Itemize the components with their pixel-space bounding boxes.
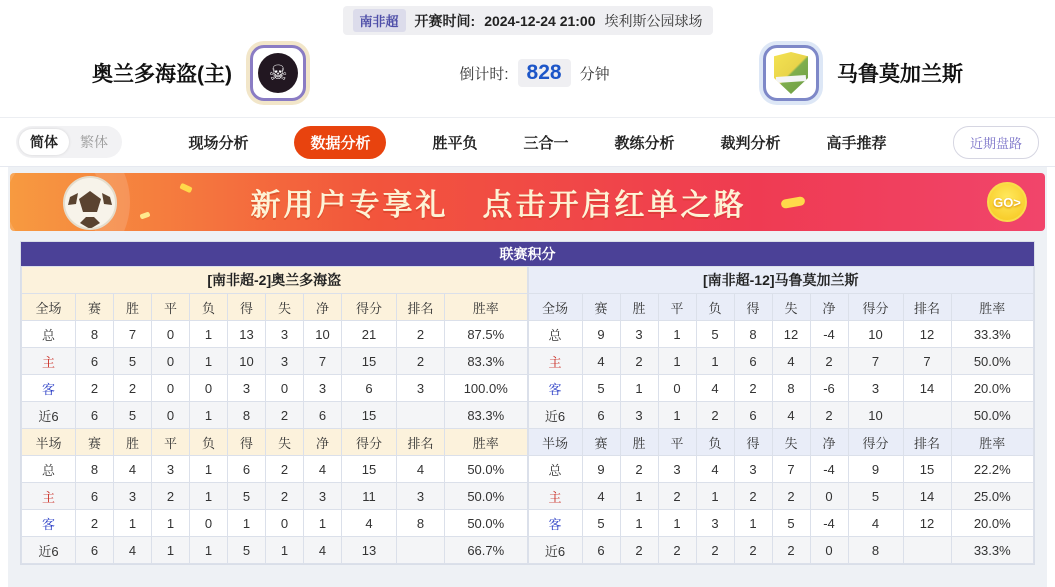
table-cell: 7 bbox=[903, 348, 951, 375]
table-cell: 2 bbox=[152, 483, 190, 510]
table-cell: 2 bbox=[620, 537, 658, 564]
table-cell: 负 bbox=[190, 294, 228, 321]
table-cell: 3 bbox=[620, 402, 658, 429]
table-cell bbox=[397, 402, 445, 429]
table-cell: 2 bbox=[114, 375, 152, 402]
table-cell: 5 bbox=[228, 537, 266, 564]
row-label-cell: 主 bbox=[22, 483, 76, 510]
table-cell: 0 bbox=[152, 375, 190, 402]
table-cell: 2 bbox=[658, 537, 696, 564]
table-cell: 5 bbox=[696, 321, 734, 348]
league-points-body bbox=[21, 266, 1034, 564]
table-cell: 13 bbox=[228, 321, 266, 348]
table-cell: 21 bbox=[342, 321, 397, 348]
match-info-pill bbox=[343, 6, 713, 35]
table-cell: 14 bbox=[903, 375, 951, 402]
table-cell: 负 bbox=[190, 429, 228, 456]
table-cell: 4 bbox=[304, 456, 342, 483]
table-row bbox=[22, 348, 528, 375]
table-cell: 7 bbox=[848, 348, 903, 375]
away-team-logo bbox=[763, 45, 819, 101]
away-team-name: 马鲁莫加兰斯 bbox=[836, 63, 963, 86]
table-cell: 6 bbox=[734, 348, 772, 375]
table-cell: 3 bbox=[228, 375, 266, 402]
team-title-row bbox=[22, 267, 528, 294]
table-cell: 5 bbox=[848, 483, 903, 510]
table-row bbox=[528, 402, 1034, 429]
table-cell: 83.3% bbox=[445, 402, 528, 429]
row-label-cell: 近6 bbox=[22, 537, 76, 564]
table-cell: 3 bbox=[397, 375, 445, 402]
table-cell: 净 bbox=[810, 294, 848, 321]
away-team-group bbox=[763, 45, 963, 101]
row-label-cell: 全场 bbox=[22, 294, 76, 321]
table-cell: 0 bbox=[266, 375, 304, 402]
banner-text bbox=[251, 180, 805, 224]
table-cell: 净 bbox=[304, 429, 342, 456]
table-cell: 负 bbox=[696, 294, 734, 321]
table-cell: 7 bbox=[772, 456, 810, 483]
table-cell: 3 bbox=[734, 456, 772, 483]
table-cell: 2 bbox=[620, 456, 658, 483]
table-cell: 5 bbox=[772, 510, 810, 537]
table-cell: 15 bbox=[342, 348, 397, 375]
table-cell: 6 bbox=[228, 456, 266, 483]
row-label-cell: 客 bbox=[22, 375, 76, 402]
table-cell: 4 bbox=[696, 456, 734, 483]
table-cell: 4 bbox=[772, 348, 810, 375]
table-cell bbox=[903, 537, 951, 564]
table-cell: 6 bbox=[582, 402, 620, 429]
table-row bbox=[528, 375, 1034, 402]
table-cell: 3 bbox=[304, 483, 342, 510]
table-cell: 1 bbox=[190, 537, 228, 564]
table-cell: 0 bbox=[152, 402, 190, 429]
table-cell: 1 bbox=[620, 510, 658, 537]
table-cell: 1 bbox=[152, 510, 190, 537]
team-title-row bbox=[528, 267, 1034, 294]
table-cell: 1 bbox=[152, 537, 190, 564]
table-cell: 2 bbox=[734, 537, 772, 564]
table-cell: 1 bbox=[620, 375, 658, 402]
table-cell: 2 bbox=[734, 375, 772, 402]
table-cell: 4 bbox=[114, 456, 152, 483]
table-cell: 8 bbox=[848, 537, 903, 564]
table-cell: -4 bbox=[810, 321, 848, 348]
team-title-cell: [南非超-2]奥兰多海盗 bbox=[22, 267, 528, 294]
table-cell: 7 bbox=[304, 348, 342, 375]
table-cell: 25.0% bbox=[951, 483, 1034, 510]
venue-name: 埃利斯公园球场 bbox=[604, 12, 703, 29]
table-cell: 胜率 bbox=[445, 294, 528, 321]
table-cell: 胜 bbox=[114, 429, 152, 456]
banner-text-2: 点击开启红单之路 bbox=[482, 189, 747, 222]
table-cell: 3 bbox=[152, 456, 190, 483]
table-cell: 50.0% bbox=[445, 483, 528, 510]
table-cell: 赛 bbox=[76, 294, 114, 321]
home-stats-table bbox=[21, 266, 528, 564]
table-cell: 13 bbox=[342, 537, 397, 564]
table-cell: 3 bbox=[304, 375, 342, 402]
table-cell: 4 bbox=[696, 375, 734, 402]
table-cell: 净 bbox=[810, 429, 848, 456]
table-cell: 5 bbox=[582, 510, 620, 537]
match-header bbox=[0, 0, 1055, 118]
row-label-cell: 主 bbox=[528, 348, 582, 375]
row-label-cell: 客 bbox=[528, 375, 582, 402]
table-cell: 5 bbox=[582, 375, 620, 402]
table-cell: 0 bbox=[810, 537, 848, 564]
language-toggle[interactable] bbox=[16, 126, 122, 158]
tab-胜平负[interactable]: 胜平负 bbox=[432, 134, 478, 152]
league-badge[interactable]: 南非超 bbox=[353, 9, 406, 32]
table-row bbox=[22, 510, 528, 537]
table-cell: 2 bbox=[266, 483, 304, 510]
row-label-cell: 近6 bbox=[528, 537, 582, 564]
table-cell: 6 bbox=[582, 537, 620, 564]
table-cell: 3 bbox=[658, 456, 696, 483]
table-cell: 50.0% bbox=[445, 510, 528, 537]
row-label-cell: 全场 bbox=[528, 294, 582, 321]
table-cell: 15 bbox=[342, 456, 397, 483]
table-cell: 2 bbox=[810, 402, 848, 429]
table-cell: 3 bbox=[266, 348, 304, 375]
table-cell: 排名 bbox=[397, 294, 445, 321]
table-cell: 1 bbox=[228, 510, 266, 537]
table-cell: 1 bbox=[658, 348, 696, 375]
league-points-title: 联赛积分 bbox=[21, 242, 1034, 266]
table-cell: 排名 bbox=[903, 429, 951, 456]
nav-tabs bbox=[122, 126, 953, 159]
tab-高手推荐[interactable]: 高手推荐 bbox=[826, 134, 887, 152]
table-cell: 1 bbox=[658, 510, 696, 537]
table-cell: 2 bbox=[734, 483, 772, 510]
table-cell: 87.5% bbox=[445, 321, 528, 348]
table-cell: 得分 bbox=[848, 429, 903, 456]
table-cell: 6 bbox=[304, 402, 342, 429]
table-cell: 胜 bbox=[620, 294, 658, 321]
table-cell: 12 bbox=[903, 510, 951, 537]
table-cell: 1 bbox=[658, 402, 696, 429]
table-cell: 得 bbox=[734, 429, 772, 456]
table-cell: 得分 bbox=[848, 294, 903, 321]
table-cell: 胜 bbox=[620, 429, 658, 456]
table-cell: 2 bbox=[810, 348, 848, 375]
table-cell: 0 bbox=[658, 375, 696, 402]
table-row bbox=[22, 483, 528, 510]
promo-banner[interactable] bbox=[10, 173, 1045, 231]
table-cell: 8 bbox=[397, 510, 445, 537]
table-cell: 2 bbox=[658, 483, 696, 510]
table-cell: 3 bbox=[848, 375, 903, 402]
table-cell: 8 bbox=[228, 402, 266, 429]
table-cell: 2 bbox=[266, 402, 304, 429]
row-label-cell: 总 bbox=[22, 456, 76, 483]
go-button[interactable]: GO> bbox=[987, 182, 1027, 222]
table-cell: 1 bbox=[190, 402, 228, 429]
table-cell: 12 bbox=[772, 321, 810, 348]
table-cell: 失 bbox=[266, 429, 304, 456]
table-cell: 5 bbox=[114, 348, 152, 375]
row-label-cell: 主 bbox=[22, 348, 76, 375]
table-cell: 4 bbox=[397, 456, 445, 483]
table-row bbox=[22, 456, 528, 483]
table-cell: 6 bbox=[342, 375, 397, 402]
home-team-name: 奥兰多海盗(主) bbox=[92, 63, 232, 86]
half-header-row bbox=[528, 429, 1034, 456]
table-cell: 净 bbox=[304, 294, 342, 321]
confetti-decoration bbox=[139, 211, 150, 219]
table-cell: 9 bbox=[582, 456, 620, 483]
table-cell: 6 bbox=[76, 402, 114, 429]
row-label-cell: 主 bbox=[528, 483, 582, 510]
table-cell: 得 bbox=[228, 294, 266, 321]
table-cell: 胜率 bbox=[445, 429, 528, 456]
confetti-decoration bbox=[179, 183, 192, 194]
table-cell: 2 bbox=[696, 402, 734, 429]
table-row bbox=[528, 456, 1034, 483]
table-cell: 8 bbox=[76, 456, 114, 483]
table-cell: 负 bbox=[696, 429, 734, 456]
soccer-ball-icon bbox=[62, 175, 118, 231]
countdown-unit: 分钟 bbox=[579, 65, 610, 83]
table-cell: 0 bbox=[190, 510, 228, 537]
tab-裁判分析[interactable]: 裁判分析 bbox=[720, 134, 781, 152]
table-cell: 7 bbox=[114, 321, 152, 348]
table-cell: 33.3% bbox=[951, 321, 1034, 348]
table-cell: 排名 bbox=[397, 429, 445, 456]
countdown-label: 倒计时: bbox=[459, 65, 509, 83]
table-cell: 0 bbox=[152, 348, 190, 375]
table-cell: 失 bbox=[772, 294, 810, 321]
table-cell: 1 bbox=[190, 321, 228, 348]
table-cell: 4 bbox=[772, 402, 810, 429]
table-row bbox=[22, 375, 528, 402]
table-cell: 2 bbox=[772, 483, 810, 510]
table-cell: 9 bbox=[848, 456, 903, 483]
table-row bbox=[528, 483, 1034, 510]
table-cell: 9 bbox=[582, 321, 620, 348]
table-cell: 胜率 bbox=[951, 429, 1034, 456]
table-cell: 8 bbox=[76, 321, 114, 348]
table-cell: 15 bbox=[903, 456, 951, 483]
team-title-cell: [南非超-12]马鲁莫加兰斯 bbox=[528, 267, 1034, 294]
table-cell: 1 bbox=[304, 510, 342, 537]
table-cell: 1 bbox=[114, 510, 152, 537]
table-cell: 胜率 bbox=[951, 294, 1034, 321]
table-cell: 22.2% bbox=[951, 456, 1034, 483]
table-cell: 平 bbox=[658, 294, 696, 321]
home-team-logo bbox=[250, 45, 306, 101]
table-cell: 10 bbox=[848, 321, 903, 348]
table-cell: 得 bbox=[228, 429, 266, 456]
table-cell: 2 bbox=[397, 321, 445, 348]
table-row bbox=[22, 402, 528, 429]
table-cell: 20.0% bbox=[951, 375, 1034, 402]
row-label-cell: 半场 bbox=[528, 429, 582, 456]
top-strip bbox=[0, 0, 1055, 35]
kickoff-label: 开赛时间: bbox=[414, 12, 476, 29]
table-cell: 赛 bbox=[582, 429, 620, 456]
table-cell: 2 bbox=[76, 375, 114, 402]
table-cell: 4 bbox=[582, 348, 620, 375]
table-cell: 得分 bbox=[342, 429, 397, 456]
kickoff-time: 2024-12-24 21:00 bbox=[484, 12, 596, 29]
table-cell: -4 bbox=[810, 456, 848, 483]
table-cell: 6 bbox=[734, 402, 772, 429]
table-cell: 0 bbox=[190, 375, 228, 402]
table-row bbox=[528, 348, 1034, 375]
page-content bbox=[8, 167, 1047, 587]
lang-traditional[interactable]: 繁体 bbox=[80, 134, 108, 150]
table-cell: 2 bbox=[266, 456, 304, 483]
row-label-cell: 近6 bbox=[528, 402, 582, 429]
table-cell: 1 bbox=[696, 348, 734, 375]
table-cell: -6 bbox=[810, 375, 848, 402]
table-cell: 0 bbox=[266, 510, 304, 537]
table-cell: 1 bbox=[658, 321, 696, 348]
table-cell: 11 bbox=[342, 483, 397, 510]
lang-simplified[interactable]: 简体 bbox=[19, 129, 69, 155]
table-cell: 50.0% bbox=[951, 402, 1034, 429]
table-cell: 10 bbox=[304, 321, 342, 348]
table-cell: 3 bbox=[696, 510, 734, 537]
table-cell: 1 bbox=[190, 348, 228, 375]
league-points-section bbox=[20, 241, 1035, 565]
countdown bbox=[459, 59, 609, 87]
row-label-cell: 客 bbox=[22, 510, 76, 537]
table-cell: 失 bbox=[266, 294, 304, 321]
tab-现场分析[interactable]: 现场分析 bbox=[188, 134, 249, 152]
table-cell: 10 bbox=[228, 348, 266, 375]
table-cell: 0 bbox=[810, 483, 848, 510]
table-cell: 3 bbox=[114, 483, 152, 510]
table-cell: 1 bbox=[190, 483, 228, 510]
table-cell: 20.0% bbox=[951, 510, 1034, 537]
table-cell: 10 bbox=[848, 402, 903, 429]
table-cell bbox=[903, 402, 951, 429]
table-cell: 1 bbox=[620, 483, 658, 510]
table-cell: 2 bbox=[696, 537, 734, 564]
table-cell: 4 bbox=[304, 537, 342, 564]
table-cell: 8 bbox=[772, 375, 810, 402]
table-row bbox=[528, 537, 1034, 564]
sparkle-decoration bbox=[780, 195, 805, 208]
recent-trend-button[interactable]: 近期盘路 bbox=[953, 126, 1039, 159]
table-cell: 8 bbox=[734, 321, 772, 348]
table-cell: 平 bbox=[152, 294, 190, 321]
table-cell: 33.3% bbox=[951, 537, 1034, 564]
table-cell: -4 bbox=[810, 510, 848, 537]
table-cell: 4 bbox=[342, 510, 397, 537]
row-label-cell: 客 bbox=[528, 510, 582, 537]
table-cell: 6 bbox=[76, 537, 114, 564]
full-header-row bbox=[22, 294, 528, 321]
table-cell: 100.0% bbox=[445, 375, 528, 402]
table-cell: 5 bbox=[228, 483, 266, 510]
table-cell: 4 bbox=[114, 537, 152, 564]
half-header-row bbox=[22, 429, 528, 456]
tab-三合一[interactable]: 三合一 bbox=[523, 134, 569, 152]
table-row bbox=[22, 321, 528, 348]
table-cell: 50.0% bbox=[951, 348, 1034, 375]
table-cell: 平 bbox=[658, 429, 696, 456]
table-cell: 15 bbox=[342, 402, 397, 429]
table-cell: 4 bbox=[582, 483, 620, 510]
row-label-cell: 半场 bbox=[22, 429, 76, 456]
row-label-cell: 总 bbox=[528, 321, 582, 348]
table-cell: 得分 bbox=[342, 294, 397, 321]
table-cell: 2 bbox=[772, 537, 810, 564]
table-cell: 5 bbox=[114, 402, 152, 429]
full-header-row bbox=[528, 294, 1034, 321]
table-cell: 6 bbox=[76, 348, 114, 375]
away-stats-table bbox=[528, 266, 1035, 564]
table-cell: 12 bbox=[903, 321, 951, 348]
table-cell: 4 bbox=[848, 510, 903, 537]
table-cell: 14 bbox=[903, 483, 951, 510]
table-cell: 6 bbox=[76, 483, 114, 510]
table-cell: 0 bbox=[152, 321, 190, 348]
table-cell: 66.7% bbox=[445, 537, 528, 564]
table-cell: 得 bbox=[734, 294, 772, 321]
table-cell bbox=[397, 537, 445, 564]
nav-bar bbox=[0, 118, 1055, 167]
table-cell: 3 bbox=[266, 321, 304, 348]
row-label-cell: 总 bbox=[528, 456, 582, 483]
row-label-cell: 总 bbox=[22, 321, 76, 348]
table-cell: 1 bbox=[190, 456, 228, 483]
row-label-cell: 近6 bbox=[22, 402, 76, 429]
table-row bbox=[528, 321, 1034, 348]
table-cell: 排名 bbox=[903, 294, 951, 321]
table-cell: 1 bbox=[696, 483, 734, 510]
table-row bbox=[22, 537, 528, 564]
countdown-value: 828 bbox=[518, 59, 571, 87]
table-cell: 平 bbox=[152, 429, 190, 456]
banner-text-1: 新用户专享礼 bbox=[250, 189, 449, 222]
home-team-group bbox=[92, 45, 306, 101]
table-cell: 赛 bbox=[76, 429, 114, 456]
table-row bbox=[528, 510, 1034, 537]
skull-and-crossbones-icon: ☠ bbox=[258, 53, 298, 93]
table-cell: 3 bbox=[620, 321, 658, 348]
table-cell: 1 bbox=[266, 537, 304, 564]
team-header-row bbox=[0, 35, 1055, 117]
table-cell: 2 bbox=[397, 348, 445, 375]
table-cell: 2 bbox=[76, 510, 114, 537]
table-cell: 83.3% bbox=[445, 348, 528, 375]
table-cell: 赛 bbox=[582, 294, 620, 321]
shield-icon bbox=[774, 52, 808, 94]
tab-教练分析[interactable]: 教练分析 bbox=[614, 134, 675, 152]
table-cell: 2 bbox=[620, 348, 658, 375]
table-cell: 3 bbox=[397, 483, 445, 510]
table-cell: 1 bbox=[734, 510, 772, 537]
table-cell: 50.0% bbox=[445, 456, 528, 483]
tab-数据分析[interactable]: 数据分析 bbox=[294, 126, 386, 159]
table-cell: 失 bbox=[772, 429, 810, 456]
table-cell: 胜 bbox=[114, 294, 152, 321]
